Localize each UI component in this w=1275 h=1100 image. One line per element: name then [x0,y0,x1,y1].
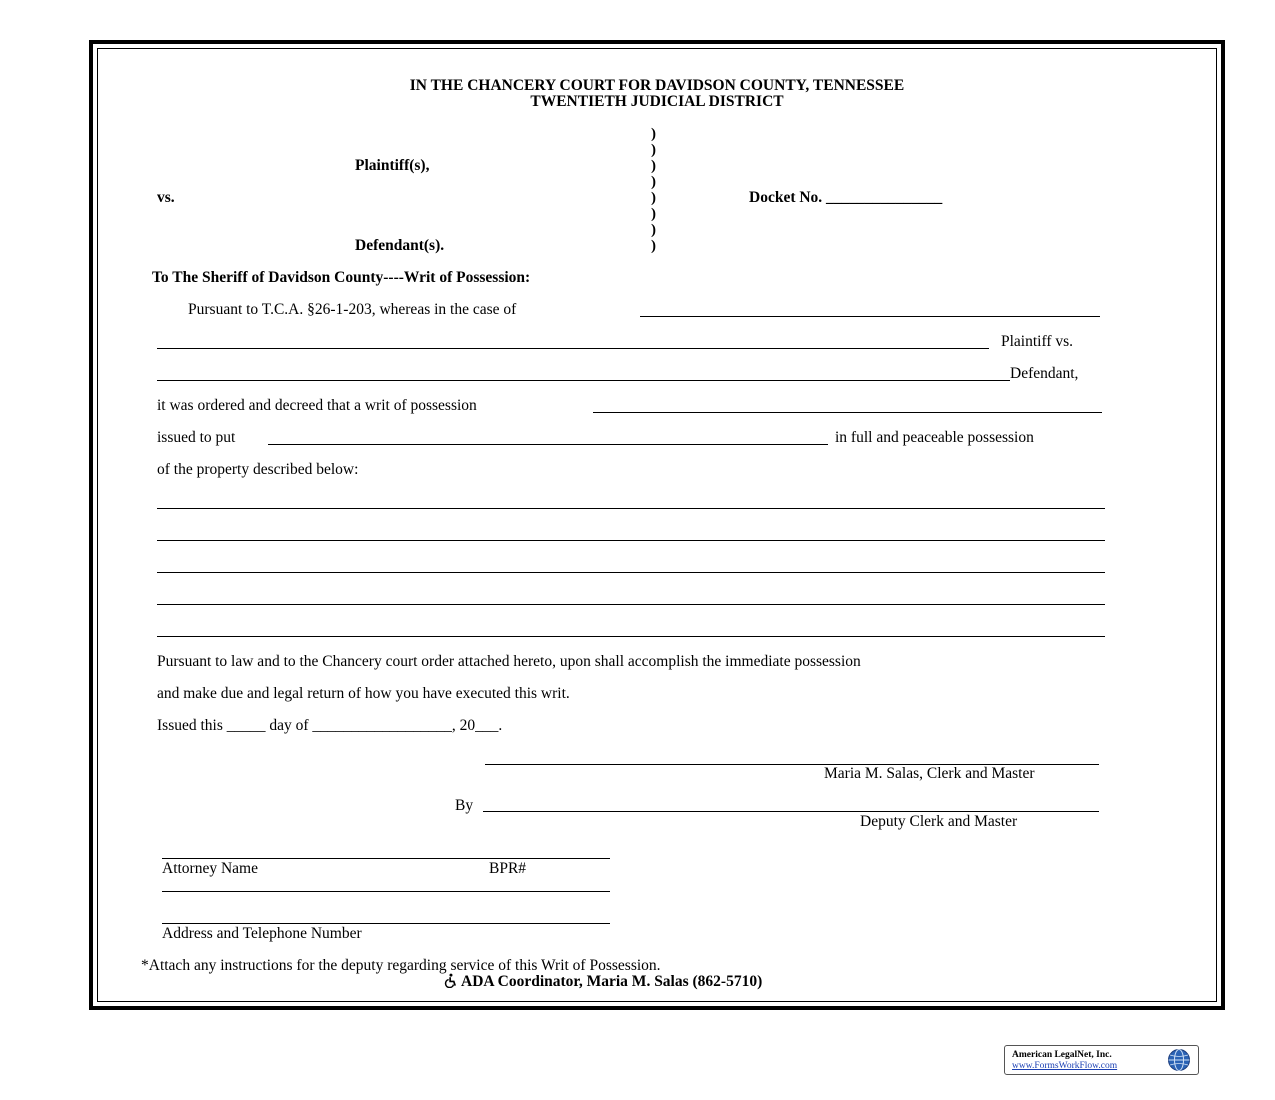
american-legalnet-logo[interactable] [1004,1045,1199,1075]
possessor-name-field[interactable] [268,444,828,445]
property-desc-label: of the property described below: [157,461,359,478]
caption-paren: ) [651,238,656,254]
property-description-line[interactable] [157,508,1105,509]
company-name: American LegalNet, Inc. [1012,1050,1112,1060]
court-title: IN THE CHANCERY COURT FOR DAVIDSON COUNTY, TENNESSEE [409,77,905,94]
district-title: TWENTIETH JUDICIAL DISTRICT [530,93,784,110]
plaintiff-label: Plaintiff(s), [355,157,430,174]
caption-paren: ) [651,142,656,158]
vs-label: vs. [157,189,175,206]
globe-icon [1167,1048,1191,1072]
writ-type-field[interactable] [593,412,1102,413]
possession-suffix-text: in full and peaceable possession [835,429,1034,446]
bpr-label: BPR# [489,860,527,877]
caption-paren: ) [651,190,656,206]
case-intro-text: Pursuant to T.C.A. §26-1-203, whereas in the case of [188,301,517,318]
deputy-label: Deputy Clerk and Master [860,813,1018,830]
issued-to-put-text: issued to put [157,429,236,446]
writ-heading: To The Sheriff of Davidson County----Writ of Possession: [152,269,531,286]
address-line[interactable] [162,891,610,892]
plaintiff-vs-text: Plaintiff vs. [1001,333,1074,350]
defendant-name-field[interactable] [157,380,1010,381]
law-paragraph-line2: and make due and legal return of how you have executed this writ. [157,685,570,702]
plaintiff-name-field[interactable] [157,348,989,349]
property-description-line[interactable] [157,540,1105,541]
attorney-name-label: Attorney Name [162,860,258,877]
ada-line [443,973,762,991]
property-description-line[interactable] [157,604,1105,605]
caption-paren: ) [651,126,656,142]
property-description-line[interactable] [157,572,1105,573]
caption-paren: ) [651,206,656,222]
clerk-name: Maria M. Salas, Clerk and Master [824,765,1035,782]
company-url-link[interactable]: www.FormsWorkFlow.com [1012,1061,1118,1071]
telephone-line[interactable] [162,923,610,924]
wheelchair-icon [443,973,461,990]
by-label: By [455,797,474,814]
deputy-signature-line[interactable] [483,811,1099,812]
caption-paren: ) [651,158,656,174]
attach-note: *Attach any instructions for the deputy regarding service of this Writ of Possession. [141,957,661,974]
defendant-text: Defendant, [1010,365,1079,382]
ordered-text: it was ordered and decreed that a writ of possession [157,397,477,414]
case-name-field[interactable] [640,316,1100,317]
caption-paren: ) [651,222,656,238]
attorney-name-line[interactable] [162,858,610,859]
ada-coordinator-text: ADA Coordinator, Maria M. Salas (862-5710) [461,973,763,990]
docket-number-field[interactable]: Docket No. _______________ [749,189,943,206]
issued-date-field[interactable]: Issued this _____ day of __________________, 20___. [157,717,503,734]
property-description-line[interactable] [157,636,1105,637]
law-paragraph-line1: Pursuant to law and to the Chancery court order attached hereto, upon shall accomplish the immediate possession [157,653,861,670]
address-phone-label: Address and Telephone Number [162,925,362,942]
defendant-label: Defendant(s). [355,237,445,254]
caption-paren: ) [651,174,656,190]
